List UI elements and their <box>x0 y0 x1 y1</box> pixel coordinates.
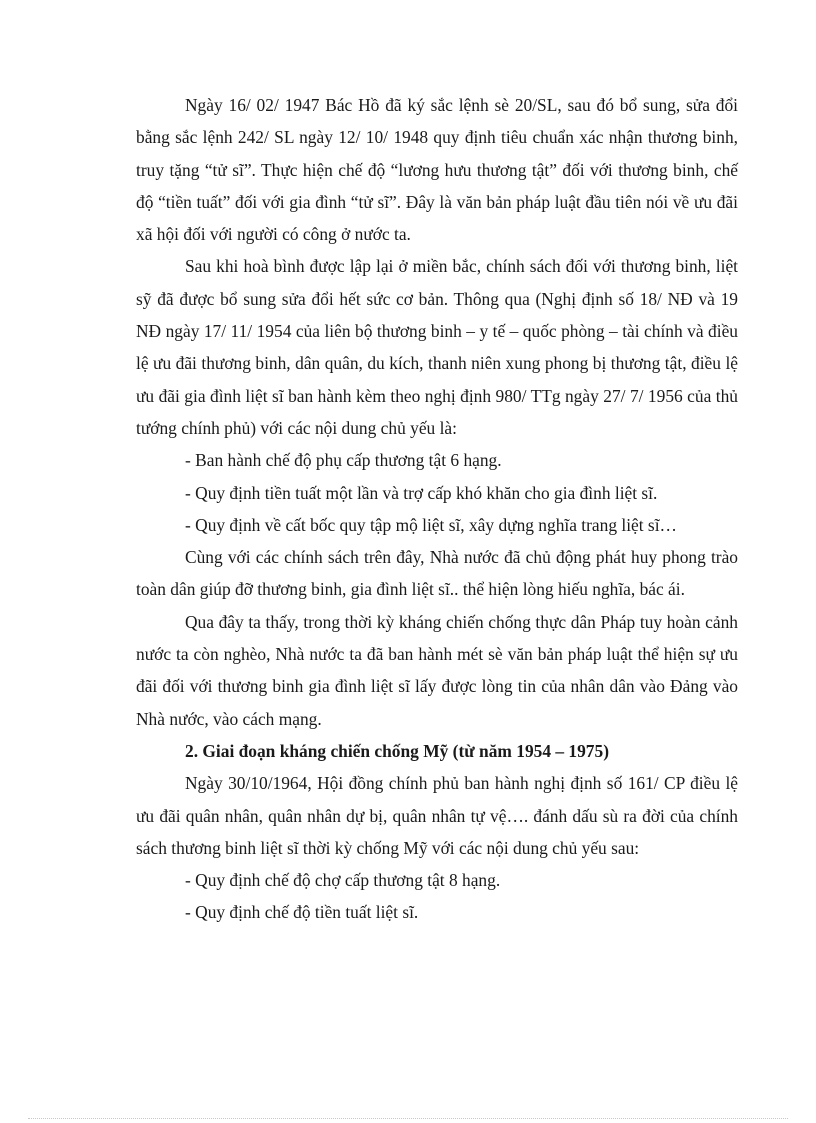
paragraph-3: Cùng với các chính sách trên đây, Nhà nước đã chủ động phát huy phong trào toàn dân giúp đỡ thương binh, gia đình liệt sĩ.. thể hiện lòng hiếu nghĩa, bác ái. <box>136 547 738 600</box>
bullet-item: - Quy định về cất bốc quy tập mộ liệt sĩ, xây dựng nghĩa trang liệt sĩ… <box>185 514 677 535</box>
paragraph-1: Ngày 16/ 02/ 1947 Bác Hồ đã ký sắc lệnh sè 20/SL, sau đó bổ sung, sửa đổi bằng sắc lệnh 242/ SL ngày 12/ 10/ 1948 quy định tiêu chuẩn xác nhận thương binh, truy tặng “tử sĩ”. Thực hiện chế độ “lương hưu thương tật” đối với thương binh, chế độ “tiền tuất” đối với gia đình “tử sĩ”. Đây là văn bản pháp luật đầu tiên nói về ưu đãi xã hội đối với người có công ở nước ta. <box>136 95 738 245</box>
bullet-item: - Ban hành chế độ phụ cấp thương tật 6 hạng. <box>185 450 502 471</box>
bullet-item: - Quy định tiền tuất một lần và trợ cấp khó khăn cho gia đình liệt sĩ. <box>185 482 658 503</box>
document-page <box>136 89 738 929</box>
bullet-item: - Quy định chế độ tiền tuất liệt sĩ. <box>185 902 419 923</box>
bullet-item: - Quy định chế độ chợ cấp thương tật 8 hạng. <box>185 870 501 891</box>
section-heading: 2. Giai đoạn kháng chiến chống Mỹ (từ năm 1954 – 1975) <box>185 740 609 761</box>
page-footer-divider <box>28 1118 788 1119</box>
paragraph-2: Sau khi hoà bình được lập lại ở miền bắc, chính sách đối với thương binh, liệt sỹ đã được bổ sung sửa đổi hết sức cơ bản. Thông qua (Nghị định số 18/ NĐ và 19 NĐ ngày 17/ 11/ 1954 của liên bộ thương binh – y tế – quốc phòng – tài chính và điều lệ ưu đãi thương binh, dân quân, du kích, thanh niên xung phong bị thương tật, điều lệ ưu đãi gia đình liệt sĩ ban hành kèm theo nghị định 980/ TTg ngày 27/ 7/ 1956 của thủ tướng chính phủ) với các nội dung chủ yếu là: <box>136 256 738 438</box>
paragraph-4: Qua đây ta thấy, trong thời kỳ kháng chiến chống thực dân Pháp tuy hoàn cảnh nước ta còn nghèo, Nhà nước ta đã ban hành mét sè văn bản pháp luật thể hiện sự ưu đãi đối với thương binh gia đình liệt sĩ lấy được lòng tin của nhân dân vào Đảng vào Nhà nước, vào cách mạng. <box>136 611 738 729</box>
paragraph-5: Ngày 30/10/1964, Hội đồng chính phủ ban hành nghị định số 161/ CP điều lệ ưu đãi quân nhân, quân nhân dự bị, quân nhân tự vệ…. đánh dấu sù ra đời của chính sách thương binh liệt sĩ thời kỳ chống Mỹ với các nội dung chủ yếu sau: <box>136 773 738 858</box>
